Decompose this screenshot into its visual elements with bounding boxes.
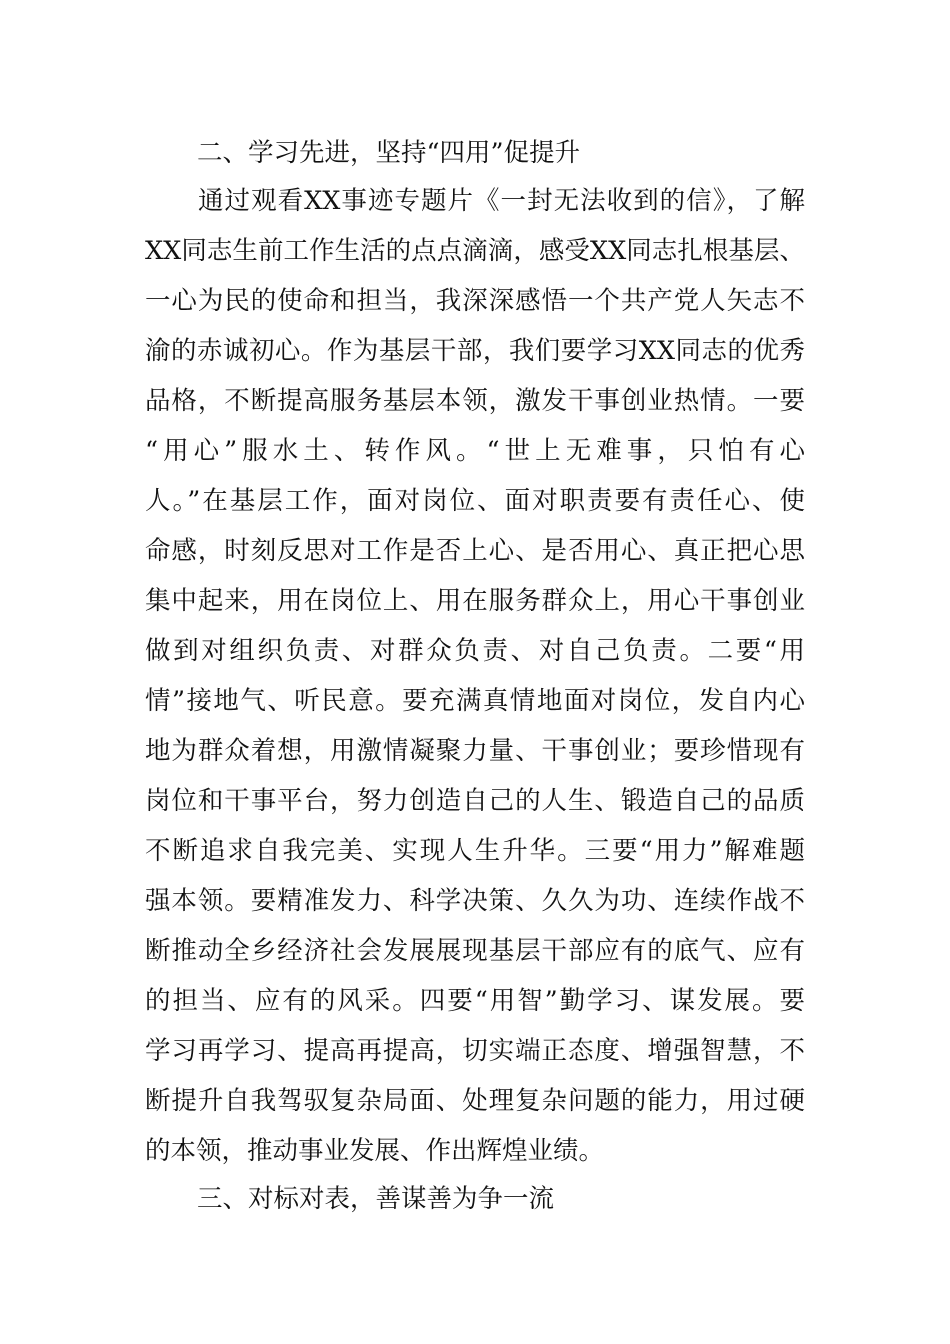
paragraph-line: 岗位和干事平台，努力创造自己的人生、锻造自己的品质 bbox=[145, 786, 805, 816]
paragraph-line: XX同志生前工作生活的点点滴滴，感受XX同志扎根基层、 bbox=[145, 236, 805, 266]
paragraph-line: 人。”在基层工作，面对岗位、面对职责要有责任心、使 bbox=[145, 486, 805, 516]
section-heading-3: 三、对标对表，善谋善为争一流 bbox=[197, 1184, 555, 1214]
paragraph-line: 品格，不断提高服务基层本领，激发干事创业热情。一要 bbox=[145, 386, 805, 416]
paragraph-line: 做到对组织负责、对群众负责、对自己负责。二要“用 bbox=[145, 636, 805, 666]
paragraph-line: 情”接地气、听民意。要充满真情地面对岗位，发自内心 bbox=[145, 686, 805, 716]
paragraph-line: 渝的赤诚初心。作为基层干部，我们要学习XX同志的优秀 bbox=[145, 336, 805, 366]
paragraph-line: 一心为民的使命和担当，我深深感悟一个共产党人矢志不 bbox=[145, 286, 805, 316]
paragraph-line: 强本领。要精准发力、科学决策、久久为功、连续作战不 bbox=[145, 886, 805, 916]
paragraph-line: 地为群众着想，用激情凝聚力量、干事创业；要珍惜现有 bbox=[145, 736, 805, 766]
paragraph-line: 命感，时刻反思对工作是否上心、是否用心、真正把心思 bbox=[145, 536, 805, 566]
paragraph-line: “用心”服水土、转作风。“世上无难事，只怕有心 bbox=[145, 436, 805, 466]
paragraph-line: 断提升自我驾驭复杂局面、处理复杂问题的能力，用过硬 bbox=[145, 1086, 805, 1116]
paragraph-line: 的担当、应有的风采。四要“用智”勤学习、谋发展。要 bbox=[145, 986, 805, 1016]
section-heading-2: 二、学习先进，坚持“四用”促提升 bbox=[197, 138, 581, 168]
paragraph-line: 不断追求自我完美、实现人生升华。三要“用力”解难题 bbox=[145, 836, 805, 866]
paragraph-line: 通过观看XX事迹专题片《一封无法收到的信》，了解 bbox=[145, 186, 805, 216]
paragraph-line: 断推动全乡经济社会发展展现基层干部应有的底气、应有 bbox=[145, 936, 805, 966]
paragraph-line: 学习再学习、提高再提高，切实端正态度、增强智慧，不 bbox=[145, 1036, 805, 1066]
paragraph-line: 集中起来，用在岗位上、用在服务群众上，用心干事创业 bbox=[145, 586, 805, 616]
paragraph-line: 的本领，推动事业发展、作出辉煌业绩。 bbox=[145, 1136, 605, 1166]
